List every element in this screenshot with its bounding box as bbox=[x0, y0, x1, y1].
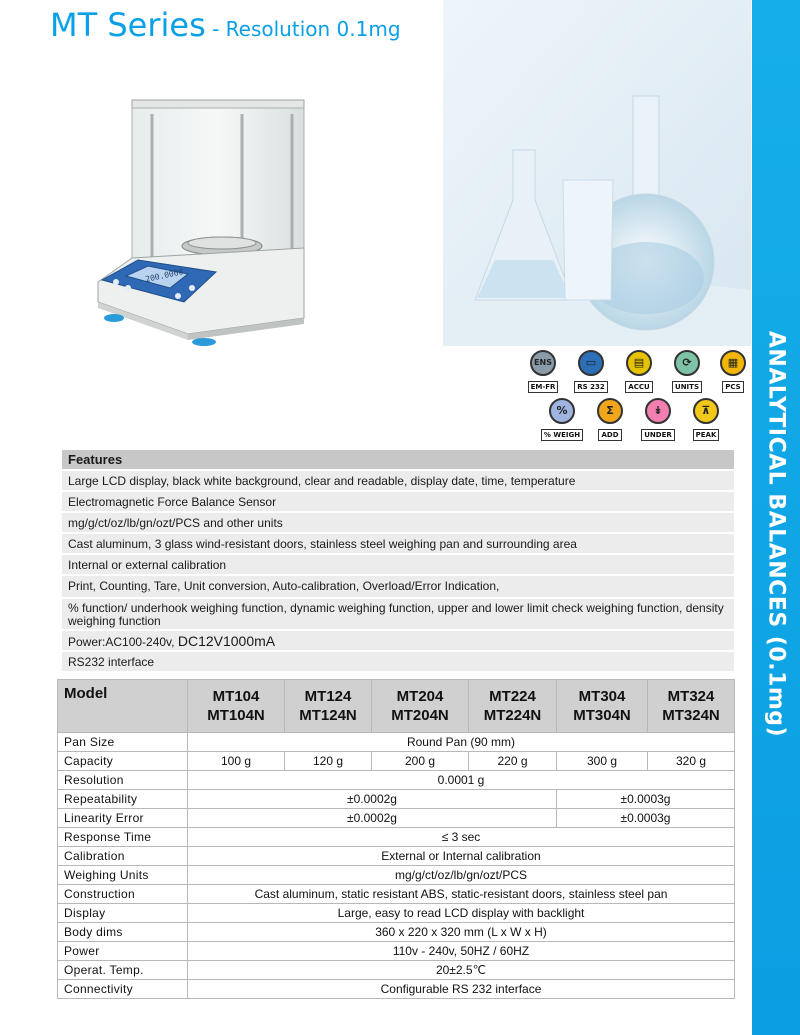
accu-icon: ▤ bbox=[626, 350, 652, 376]
table-row bbox=[58, 733, 735, 752]
feature-item: Electromagnetic Force Balance Sensor bbox=[62, 490, 734, 511]
badge-label: UNITS bbox=[672, 381, 702, 393]
model-name-n: MT324N bbox=[662, 707, 720, 724]
badge-accu bbox=[616, 350, 662, 394]
badge-units bbox=[664, 350, 710, 394]
badge-percent-weigh bbox=[539, 398, 585, 442]
add-icon: Σ bbox=[597, 398, 623, 424]
row-value: External or Internal calibration bbox=[188, 847, 735, 866]
row-label: Calibration bbox=[58, 847, 188, 866]
row-label: Response Time bbox=[58, 828, 188, 847]
badge-label: RS 232 bbox=[574, 381, 607, 393]
peak-icon: ⊼ bbox=[693, 398, 719, 424]
row-value: Cast aluminum, static resistant ABS, static-resistant doors, stainless steel pan bbox=[188, 885, 735, 904]
series-title: MT Series bbox=[50, 6, 206, 44]
table-row bbox=[58, 923, 735, 942]
row-label: Weighing Units bbox=[58, 866, 188, 885]
badge-label: ADD bbox=[598, 429, 621, 441]
model-column bbox=[372, 680, 469, 733]
feature-item: % function/ underhook weighing function, dynamic weighing function, upper and lower limit check weighing function, density weighing function bbox=[62, 597, 734, 629]
row-value: ±0.0002g bbox=[188, 790, 557, 809]
model-name-n: MT304N bbox=[573, 707, 631, 724]
table-header-row bbox=[58, 680, 735, 733]
model-name-n: MT124N bbox=[299, 707, 357, 724]
table-row bbox=[58, 790, 735, 809]
model-column bbox=[285, 680, 372, 733]
feature-item: mg/g/ct/oz/lb/gn/ozt/PCS and other units bbox=[62, 511, 734, 532]
row-value: ±0.0002g bbox=[188, 809, 557, 828]
capacity-cell: 220 g bbox=[469, 752, 557, 771]
row-value: ±0.0003g bbox=[557, 790, 735, 809]
percent-weigh-icon: % bbox=[549, 398, 575, 424]
row-label: Body dims bbox=[58, 923, 188, 942]
row-value: 20±2.5℃ bbox=[188, 961, 735, 980]
table-row bbox=[58, 980, 735, 999]
feature-item: Cast aluminum, 3 glass wind-resistant doors, stainless steel weighing pan and surrounding area bbox=[62, 532, 734, 553]
row-label: Operat. Temp. bbox=[58, 961, 188, 980]
balance-photo bbox=[92, 96, 332, 348]
table-row bbox=[58, 771, 735, 790]
model-column bbox=[469, 680, 557, 733]
under-icon: ↡ bbox=[645, 398, 671, 424]
capacity-cell: 320 g bbox=[648, 752, 735, 771]
row-label: Construction bbox=[58, 885, 188, 904]
spec-table bbox=[57, 679, 735, 999]
row-value: ±0.0003g bbox=[557, 809, 735, 828]
badge-under bbox=[635, 398, 681, 442]
feature-item-power bbox=[62, 629, 734, 650]
capacity-cell: 300 g bbox=[557, 752, 648, 771]
badge-label: PEAK bbox=[693, 429, 720, 441]
features-section bbox=[62, 450, 734, 671]
feature-item: RS232 interface bbox=[62, 650, 734, 671]
model-name-n: MT224N bbox=[483, 707, 542, 724]
row-label: Capacity bbox=[58, 752, 188, 771]
table-row bbox=[58, 752, 735, 771]
model-header: Model bbox=[58, 680, 188, 733]
capacity-cell: 100 g bbox=[188, 752, 285, 771]
series-subtitle: - Resolution 0.1mg bbox=[205, 17, 401, 41]
model-name: MT224 bbox=[489, 688, 536, 705]
table-row bbox=[58, 866, 735, 885]
badge-pcs bbox=[710, 350, 756, 394]
row-value: ≤ 3 sec bbox=[188, 828, 735, 847]
row-value: 0.0001 g bbox=[188, 771, 735, 790]
rs232-icon: ▭ bbox=[578, 350, 604, 376]
function-badges bbox=[520, 350, 760, 440]
side-band-text: ANALYTICAL BALANCES (0.1mg) bbox=[763, 330, 789, 738]
model-name: MT204 bbox=[396, 688, 444, 705]
row-label: Linearity Error bbox=[58, 809, 188, 828]
row-label: Display bbox=[58, 904, 188, 923]
row-value: mg/g/ct/oz/lb/gn/ozt/PCS bbox=[188, 866, 735, 885]
pcs-icon: ▦ bbox=[720, 350, 746, 376]
feature-item: Internal or external calibration bbox=[62, 553, 734, 574]
row-value: 110v - 240v, 50HZ / 60HZ bbox=[188, 942, 735, 961]
badge-em-fr bbox=[520, 350, 566, 394]
features-heading: Features bbox=[62, 450, 734, 469]
row-value: Configurable RS 232 interface bbox=[188, 980, 735, 999]
feature-item: Print, Counting, Tare, Unit conversion, Auto-calibration, Overload/Error Indication, bbox=[62, 574, 734, 597]
row-label: Repeatability bbox=[58, 790, 188, 809]
row-label: Connectivity bbox=[58, 980, 188, 999]
model-name: MT324 bbox=[667, 688, 715, 705]
capacity-cell: 120 g bbox=[285, 752, 372, 771]
lcd-readout: 200.0000 bbox=[144, 267, 185, 284]
badge-label: UNDER bbox=[641, 429, 675, 441]
units-icon: ⟳ bbox=[674, 350, 700, 376]
row-label: Power bbox=[58, 942, 188, 961]
table-row bbox=[58, 942, 735, 961]
badge-label: EM-FR bbox=[528, 381, 559, 393]
page-title bbox=[50, 6, 401, 44]
badge-label: ACCU bbox=[625, 381, 652, 393]
table-row bbox=[58, 809, 735, 828]
row-value: Large, easy to read LCD display with backlight bbox=[188, 904, 735, 923]
row-value: Round Pan (90 mm) bbox=[188, 733, 735, 752]
badge-add bbox=[587, 398, 633, 442]
model-column bbox=[648, 680, 735, 733]
table-row bbox=[58, 904, 735, 923]
em-fr-icon: ENS bbox=[530, 350, 556, 376]
feature-item: Large LCD display, black white background, clear and readable, display date, time, temperature bbox=[62, 469, 734, 490]
table-row bbox=[58, 828, 735, 847]
model-name: MT124 bbox=[304, 688, 352, 705]
model-column bbox=[557, 680, 648, 733]
model-name-n: MT104N bbox=[207, 707, 265, 724]
row-label: Pan Size bbox=[58, 733, 188, 752]
badge-label: PCS bbox=[722, 381, 743, 393]
lab-glassware-image bbox=[443, 0, 751, 346]
badge-label: % WEIGH bbox=[541, 429, 583, 441]
row-value: 360 x 220 x 320 mm (L x W x H) bbox=[188, 923, 735, 942]
model-name: MT304 bbox=[578, 688, 626, 705]
model-column bbox=[188, 680, 285, 733]
model-name: MT104 bbox=[212, 688, 260, 705]
model-name-n: MT204N bbox=[391, 707, 449, 724]
power-text: Power:AC100-240v, bbox=[68, 635, 178, 649]
badge-rs232 bbox=[568, 350, 614, 394]
table-row bbox=[58, 885, 735, 904]
table-row bbox=[58, 847, 735, 866]
capacity-cell: 200 g bbox=[372, 752, 469, 771]
row-label: Resolution bbox=[58, 771, 188, 790]
power-dc-text: DC12V1000mA bbox=[177, 633, 276, 649]
badge-peak bbox=[683, 398, 729, 442]
table-row bbox=[58, 961, 735, 980]
